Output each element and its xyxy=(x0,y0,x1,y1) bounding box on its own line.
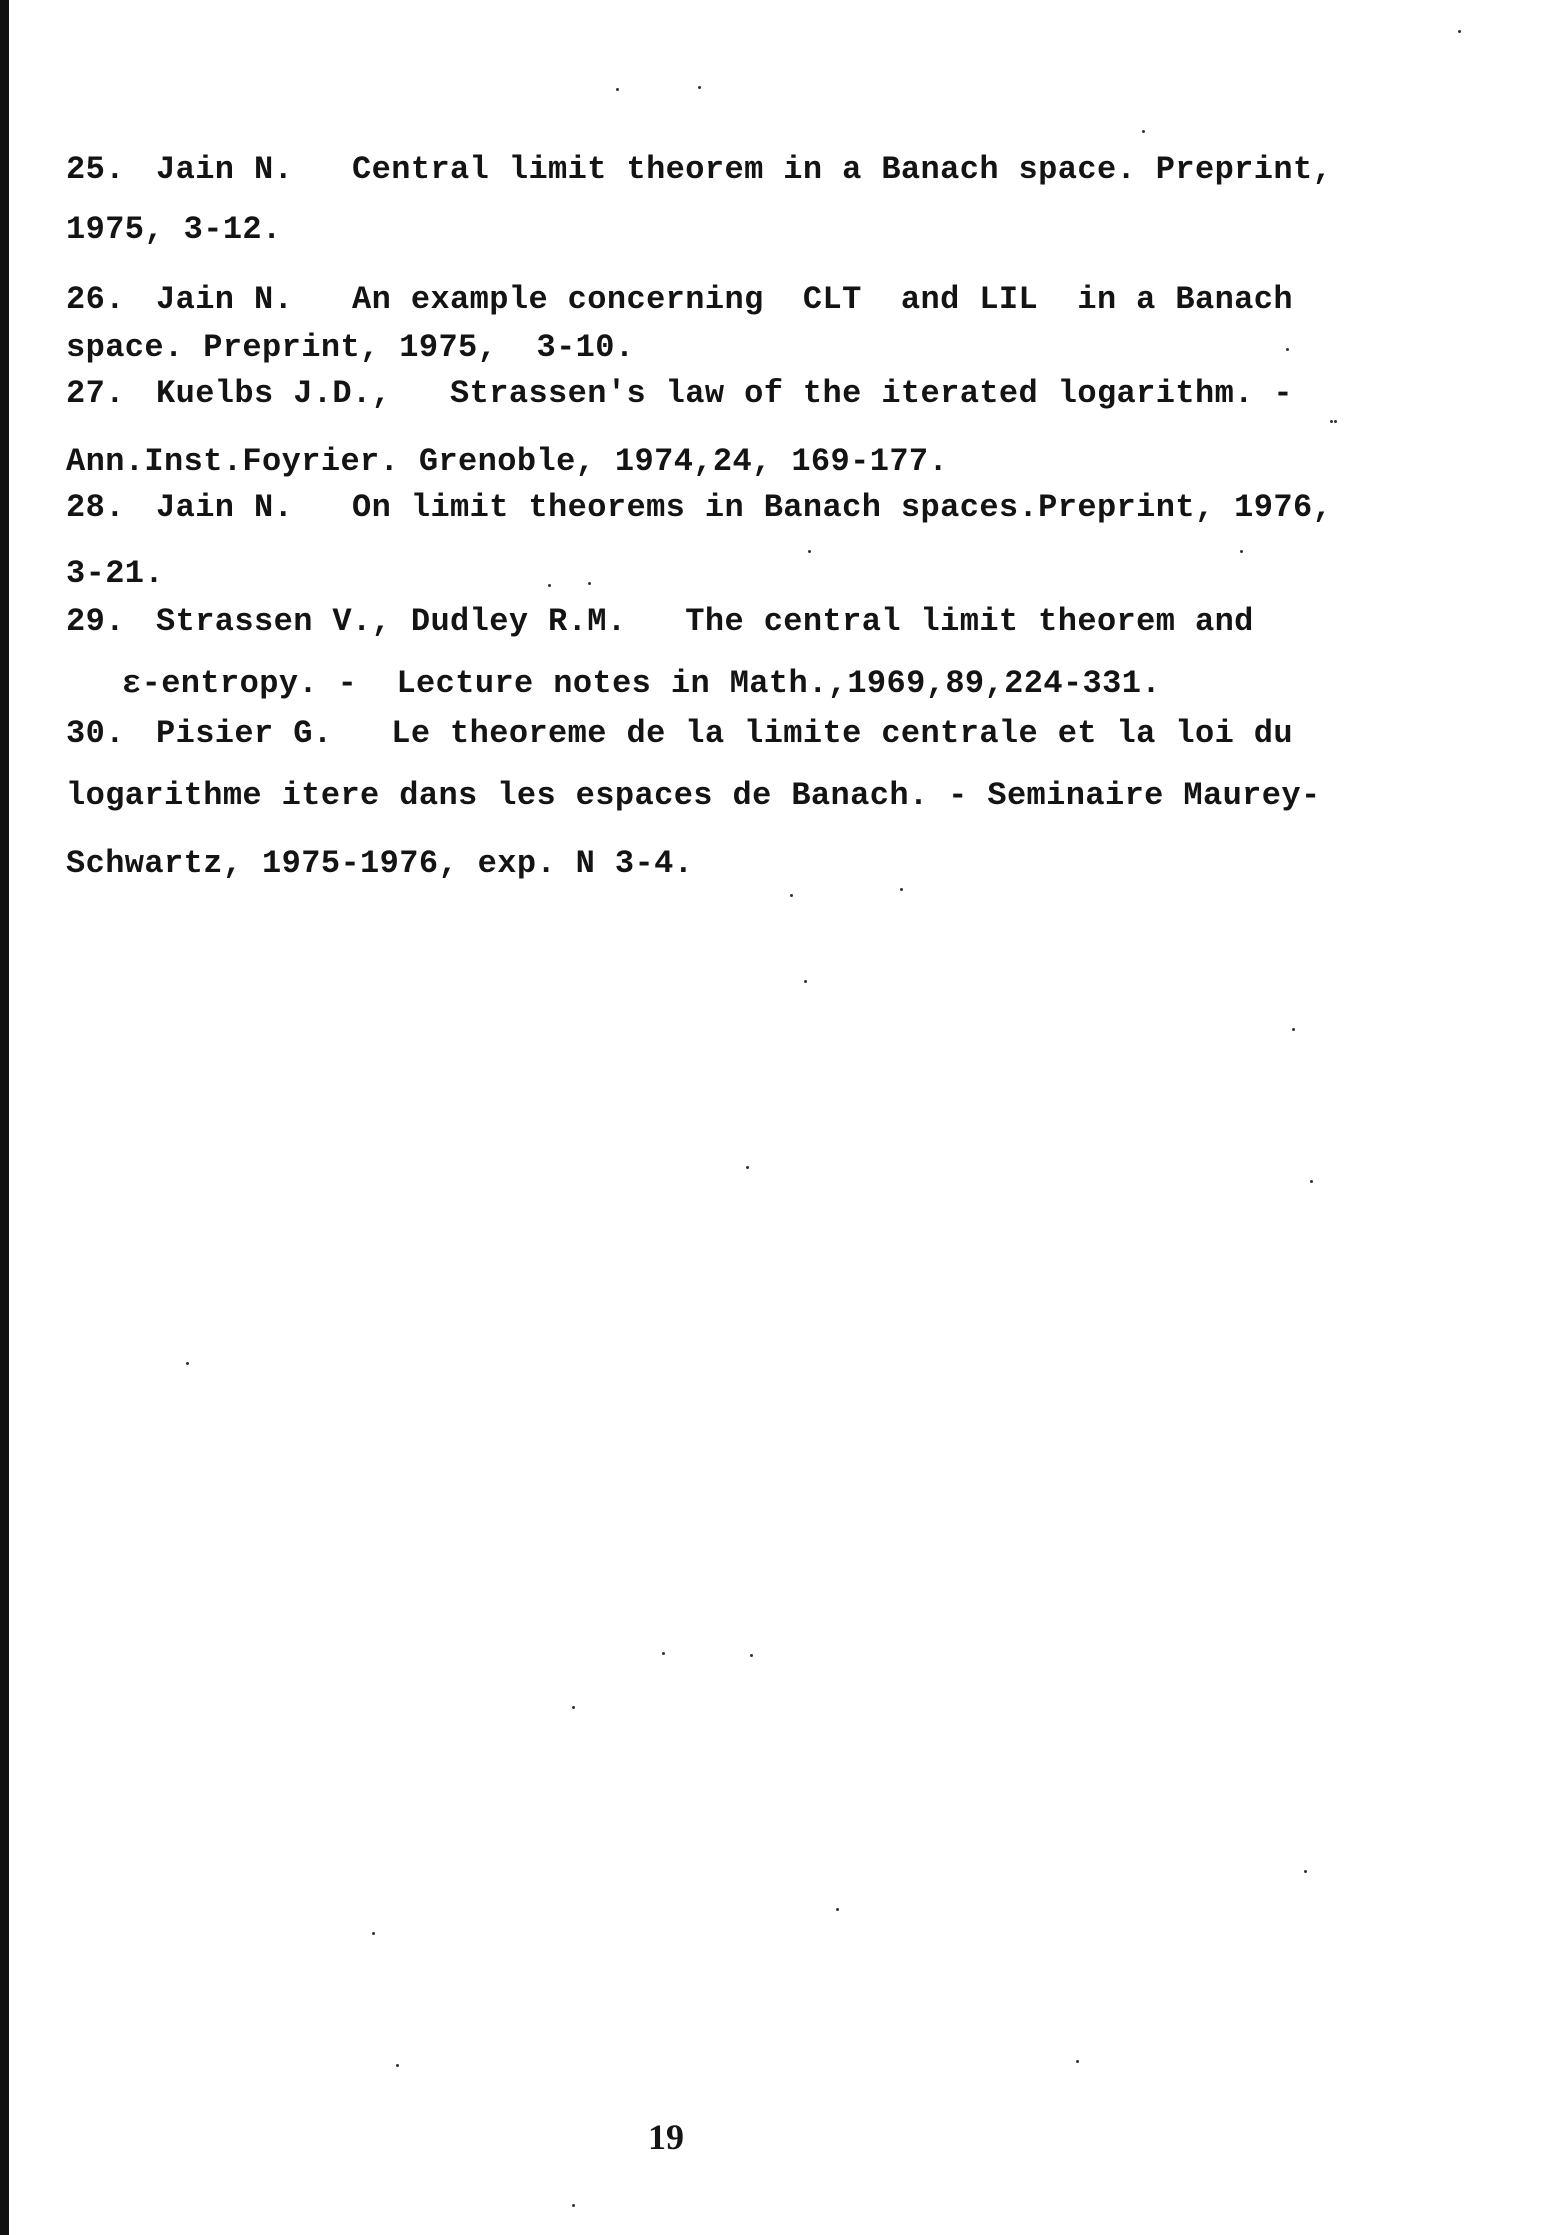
scan-speck xyxy=(572,1706,575,1709)
reference-27 xyxy=(66,374,1293,414)
reference-text: Strassen V., Dudley R.M. The central limit theorem and xyxy=(156,603,1254,640)
scan-speck xyxy=(1292,1028,1295,1031)
reference-number: 29. xyxy=(66,603,125,640)
reference-text: Kuelbs J.D., Strassen's law of the iterated logarithm. - xyxy=(156,375,1293,412)
reference-27-continuation: Ann.Inst.Foyrier. Grenoble, 1974,24, 169-177. xyxy=(66,443,949,480)
left-margin-rule xyxy=(0,0,9,2235)
scan-speck xyxy=(1142,130,1145,133)
scan-speck xyxy=(1240,550,1243,553)
scan-speck xyxy=(1310,1180,1313,1183)
scan-speck xyxy=(1286,348,1289,351)
reference-29-continuation: ε-entropy. - Lecture notes in Math.,1969,89,224-331. xyxy=(122,665,1161,702)
scan-speck xyxy=(662,1652,665,1655)
scan-speck xyxy=(900,888,903,891)
reference-number: 25. xyxy=(66,151,125,188)
reference-number: 28. xyxy=(66,489,125,526)
scan-speck xyxy=(750,1654,753,1657)
scan-speck xyxy=(186,1362,189,1365)
scan-speck xyxy=(746,1166,749,1169)
scan-speck xyxy=(790,894,793,897)
scan-speck xyxy=(372,1932,375,1935)
reference-30 xyxy=(66,714,1293,754)
reference-30-continuation: Schwartz, 1975-1976, exp. N 3-4. xyxy=(66,845,694,882)
scan-speck xyxy=(1076,2060,1079,2063)
scan-speck xyxy=(836,1908,839,1911)
scan-speck xyxy=(1330,420,1333,423)
reference-number: 27. xyxy=(66,375,125,412)
reference-28 xyxy=(66,488,1332,528)
reference-text: Pisier G. Le theoreme de la limite centrale et la loi du xyxy=(156,715,1293,752)
scan-speck xyxy=(698,86,701,89)
scan-speck xyxy=(804,980,807,983)
scan-speck xyxy=(1304,1870,1307,1873)
reference-26 xyxy=(66,280,1293,320)
reference-28-continuation: 3-21. xyxy=(66,555,165,592)
reference-29 xyxy=(66,602,1254,642)
reference-text: Jain N. An example concerning CLT and LIL in a Banach xyxy=(156,281,1293,318)
reference-text: Jain N. On limit theorems in Banach spaces.Preprint, 1976, xyxy=(156,489,1333,526)
scan-speck xyxy=(1458,30,1461,33)
reference-text: Jain N. Central limit theorem in a Banach space. Preprint, xyxy=(156,151,1333,188)
reference-number: 30. xyxy=(66,715,125,752)
scan-speck xyxy=(572,2204,575,2207)
reference-25 xyxy=(66,150,1332,190)
scan-speck xyxy=(588,582,591,585)
page-number: 19 xyxy=(648,2117,684,2157)
reference-number: 26. xyxy=(66,281,125,318)
reference-25-continuation: 1975, 3-12. xyxy=(66,211,282,248)
scan-speck xyxy=(548,584,551,587)
reference-30-continuation: logarithme itere dans les espaces de Banach. - Seminaire Maurey- xyxy=(66,777,1321,814)
scan-speck xyxy=(808,550,811,553)
scan-speck xyxy=(616,88,619,91)
scan-speck xyxy=(1334,420,1337,423)
scan-speck xyxy=(396,2064,399,2067)
reference-26-continuation: space. Preprint, 1975, 3-10. xyxy=(66,329,635,366)
